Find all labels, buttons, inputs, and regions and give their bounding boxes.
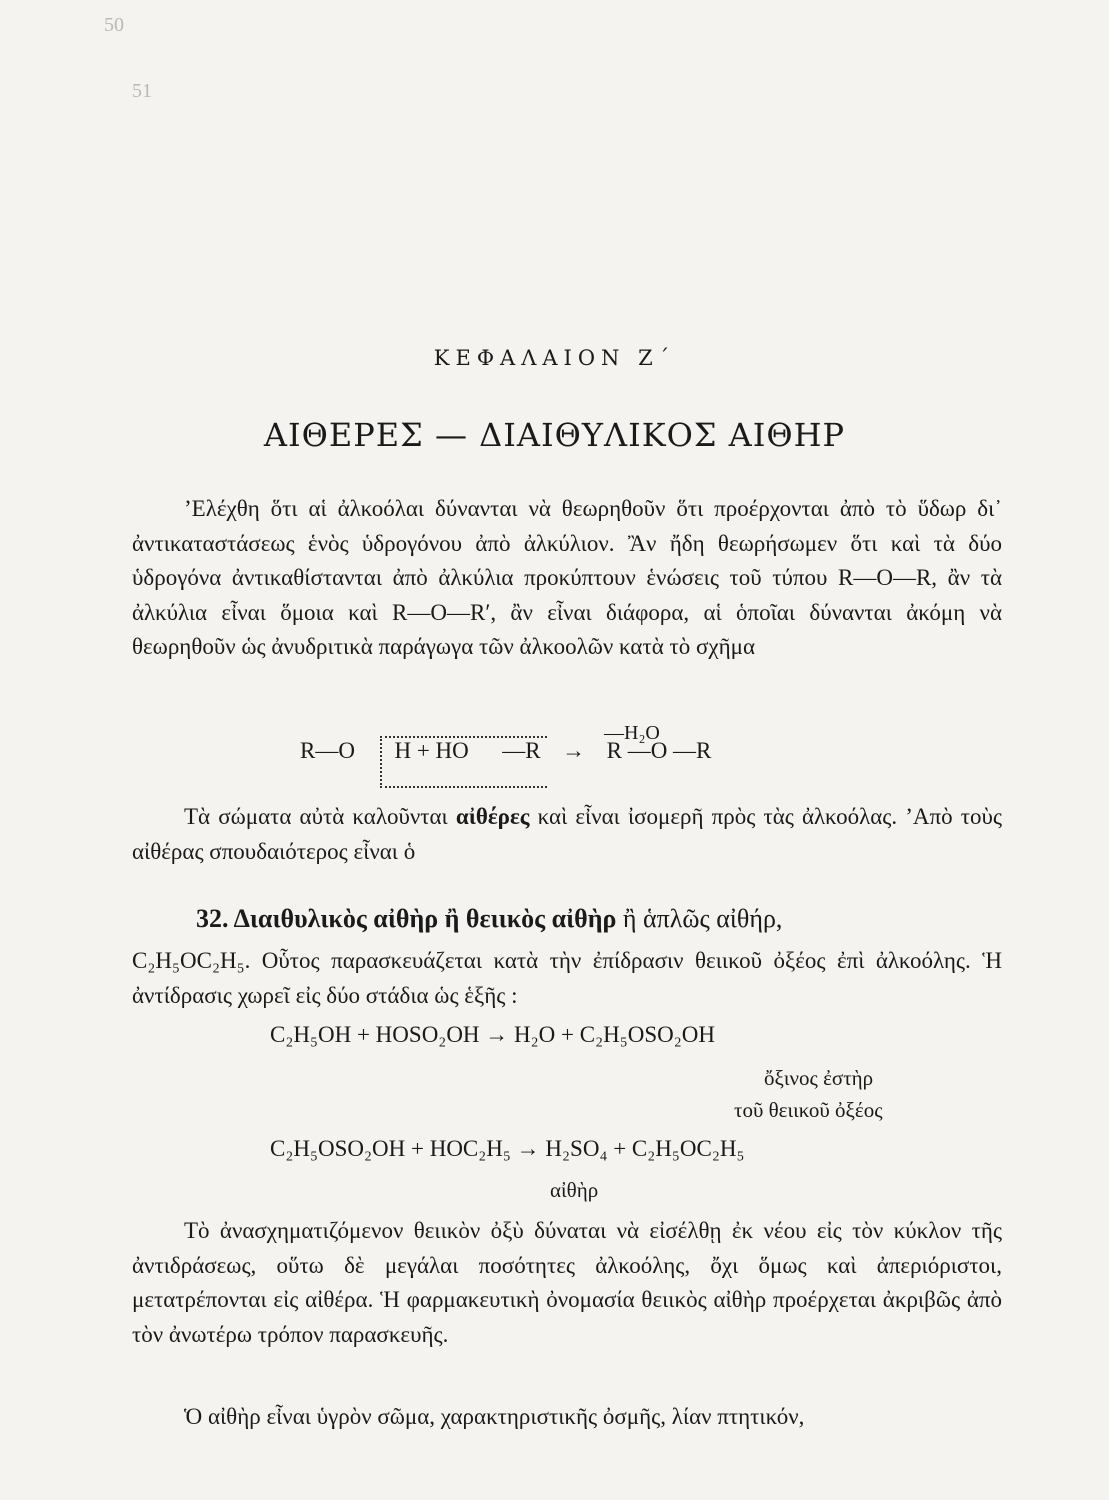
scheme-arrow: → [562, 738, 586, 763]
chapter-title: ΑΙΘΕΡΕΣ — ΔΙΑΙΘΥΛΙΚΟΣ ΑΙΘΗΡ [263, 416, 846, 454]
scheme-product: R —O —R [606, 738, 712, 763]
section-title-tail: ἢ ἁπλῶς αἰθήρ, [616, 904, 783, 933]
regeneration-paragraph: Τὸ ἀνασχηματιζόμενον θειικὸν ὀξὺ δύναται νὰ εἰσέλθῃ ἐκ νέου εἰς τὸν κύκλον τῆς ἀντιδράσεως, οὕτω δὲ μεγάλαι ποσότητες ἀλκοόλης, ὄχι ὅμως καὶ ἀπεριόριστοι, μετατρέπονται εἰς αἰθέρα. Ἡ φαρμακευτικὴ ὀνομασία θειικὸς αἰθὴρ προέρχεται ἀκριβῶς ἀπὸ τὸν ἀνωτέρω τρόπον παρασκευῆς. [132, 1218, 1002, 1347]
ethers-paragraph: Τὰ σώματα αὐτὰ καλοῦνται αἰθέρες καὶ εἶναι ἰσομερῆ πρὸς τὰς ἀλκοόλας. ’Απὸ τοὺς αἰθέρας σπουδαιότερος εἶναι ὁ [132, 804, 1002, 864]
scheme-above-arrow: —H₂O [604, 722, 660, 744]
bleed-page-number: 51 [132, 80, 152, 102]
scheme-middle: H + HO [394, 738, 469, 763]
equation-1-label-1: ὄξινος ἐστὴρ [764, 1066, 874, 1090]
equation-1: C₂H₅OH + HOSO₂OH → H₂O + C₂H₅OSO₂OH [270, 1022, 715, 1047]
section-heading [196, 904, 782, 934]
term-ethers: αἰθέρες [455, 804, 530, 829]
properties-paragraph: Ὁ αἰθὴρ εἶναι ὑγρὸν σῶμα, χαρακτηριστικῆς ὀσμῆς, λίαν πτητικόν, [184, 1404, 805, 1429]
chapter-heading: ΚΕΦΑΛΑΙΟΝ Ζ΄ [433, 346, 676, 370]
equation-2-label: αἰθὴρ [550, 1178, 599, 1202]
scheme-left: R—O [300, 738, 355, 763]
reaction-scheme [300, 738, 711, 764]
equation-2: C₂H₅OSO₂OH + HOC₂H₅ → H₂SO₄ + C₂H₅OC₂H₅ [270, 1136, 745, 1161]
equation-1-label-2: τοῦ θειικοῦ ὀξέος [734, 1098, 883, 1122]
intro-paragraph: ’Ελέχθη ὅτι αἱ ἀλκοόλαι δύνανται νὰ θεωρηθοῦν ὅτι προέρχονται ἀπὸ τὸ ὕδωρ δι᾽ ἀντικαταστάσεως ἑνὸς ὑδρογόνου ἀπὸ ἀλκύλιον. Ἂν ἤδη θεωρήσωμεν ὅτι καὶ τὰ δύο ὑδρογόνα ἀντικαθίστανται ἀπὸ ἀλκύλια προκύπτουν ἑνώσεις τοῦ τύπου R—O—R, ἂν τὰ ἀλκύλια εἶναι ὅμοια καὶ R—O—R′, ἂν εἶναι διάφορα, αἱ ὁποῖαι δύνανται ἀκόμη νὰ θεωρηθοῦν ὡς ἀνυδριτικὰ παράγωγα τῶν ἀλκοολῶν κατὰ τὸ σχῆμα [132, 496, 1002, 660]
section-title: 32. Διαιθυλικὸς αἰθὴρ ἢ θειικὸς αἰθὴρ [196, 904, 617, 933]
section-paragraph: C₂H₅OC₂H₅. Οὗτος παρασκευάζεται κατὰ τὴν ἐπίδρασιν θειικοῦ ὀξέος ἐπὶ ἀλκοόλης. Ἡ ἀντίδρασις χωρεῖ εἰς δύο στάδια ὡς ἑξῆς : [132, 948, 1002, 1008]
scheme-right-part: —R [502, 738, 541, 763]
bleed-page-number: 50 [104, 14, 124, 36]
